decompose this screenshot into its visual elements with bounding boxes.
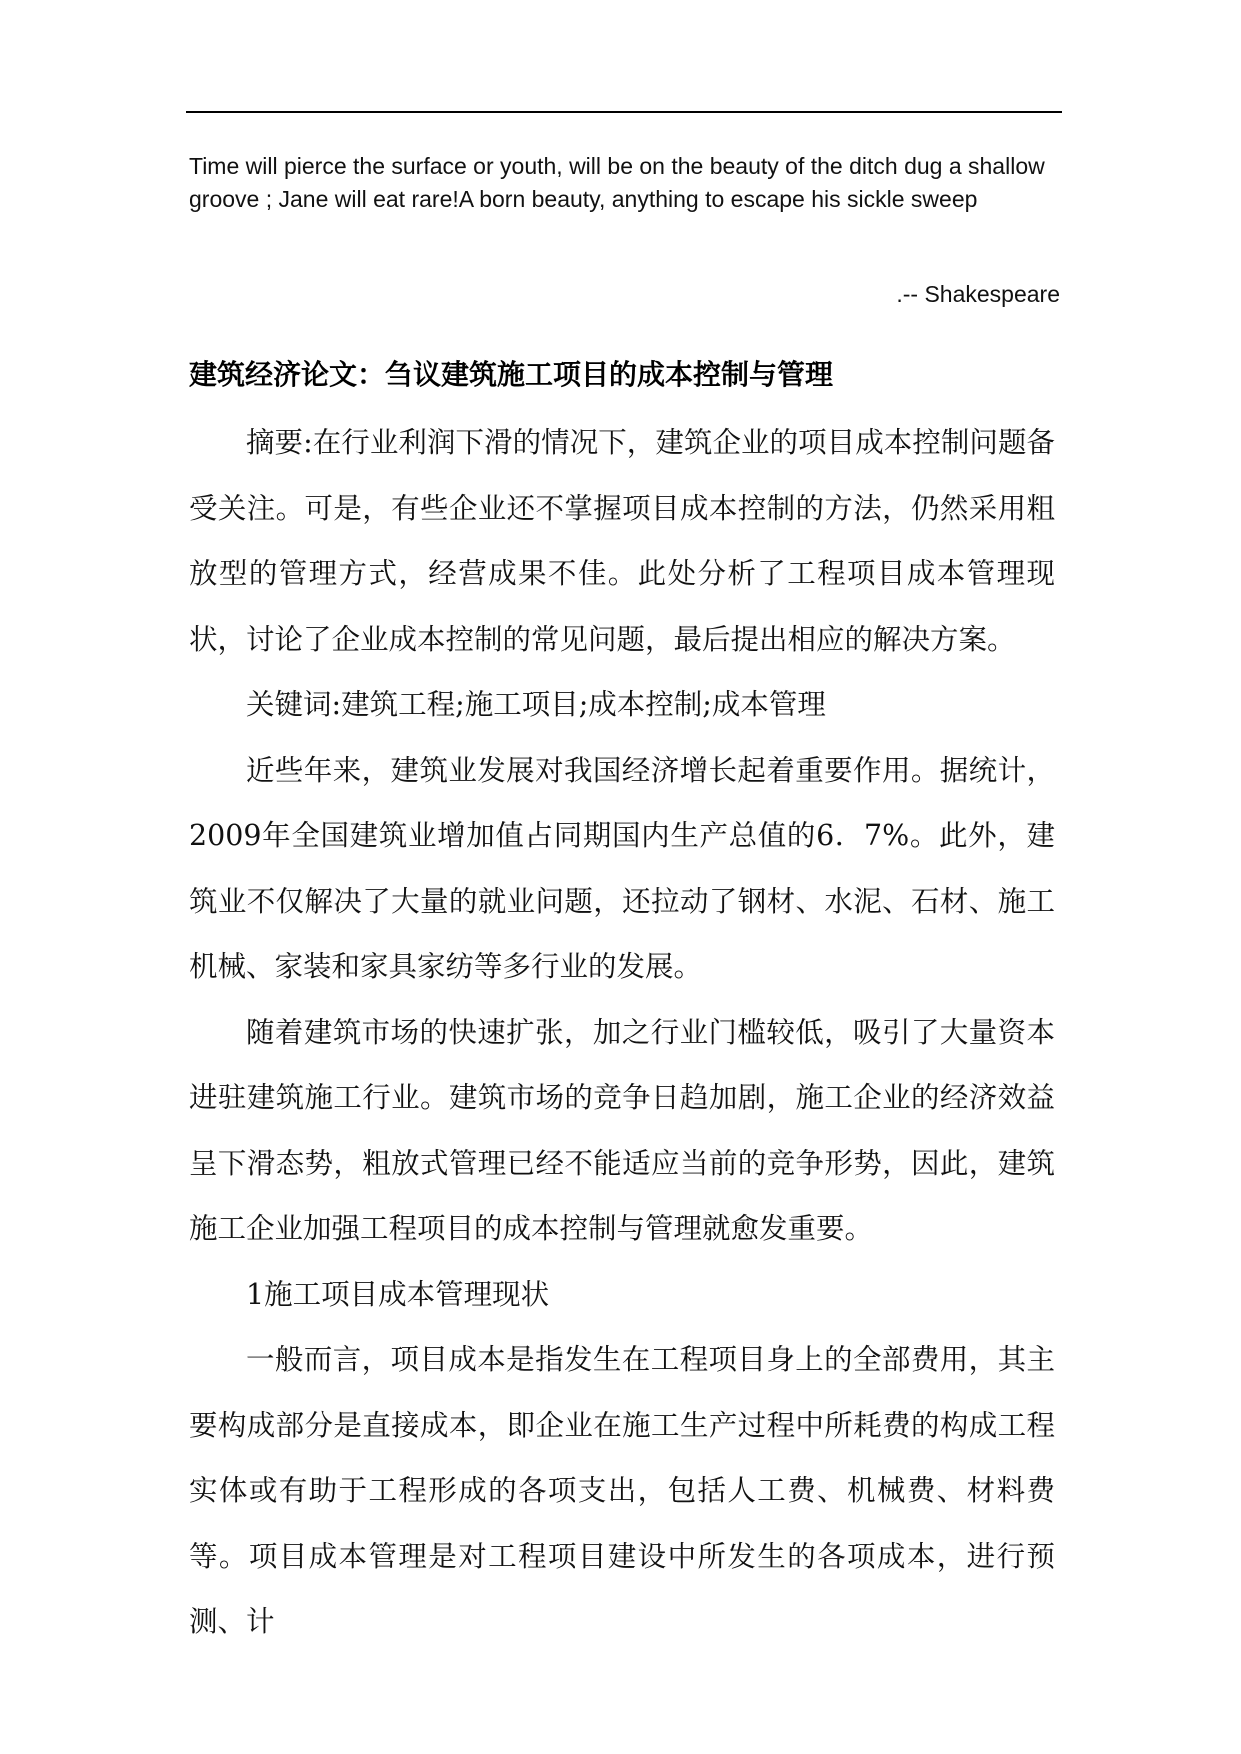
section-heading: 1施工项目成本管理现状 — [246, 1277, 550, 1311]
epigraph-attribution: .-- Shakespeare — [896, 281, 1060, 307]
body-paragraph: 近些年来，建筑业发展对我国经济增长起着重要作用。据统计，2009年全国建筑业增加值占同期国内生产总值的6．7%。此外，建筑业不仅解决了大量的就业问题，还拉动了钢材、水泥、石材、施工机械、家装和家具家纺等多行业的发展。 — [189, 753, 1055, 983]
epigraph-quote: Time will pierce the surface or youth, will be on the beauty of the ditch dug a shallow groove ; Jane will eat rare!A born beauty, anything to escape his sickle sweep — [189, 153, 1045, 212]
body-paragraph: 随着建筑市场的快速扩张，加之行业门槛较低，吸引了大量资本进驻建筑施工行业。建筑市场的竞争日趋加剧，施工企业的经济效益呈下滑态势，粗放式管理已经不能适应当前的竞争形势，因此，建筑施工企业加强工程项目的成本控制与管理就愈发重要。 — [189, 1015, 1055, 1245]
abstract-paragraph: 摘要:在行业利润下滑的情况下，建筑企业的项目成本控制问题备受关注。可是，有些企业还不掌握项目成本控制的方法，仍然采用粗放型的管理方式，经营成果不佳。此处分析了工程项目成本管理现状，讨论了企业成本控制的常见问题，最后提出相应的解决方案。 — [189, 426, 1055, 656]
body-paragraph: 一般而言，项目成本是指发生在工程项目身上的全部费用，其主要构成部分是直接成本，即企业在施工生产过程中所耗费的构成工程实体或有助于工程形成的各项支出，包括人工费、机械费、材料费等。项目成本管理是对工程项目建设中所发生的各项成本，进行预测、计 — [189, 1343, 1055, 1638]
article-body — [189, 410, 1055, 1655]
keywords-paragraph: 关键词:建筑工程;施工项目;成本控制;成本管理 — [246, 688, 826, 721]
header-rule — [186, 111, 1062, 113]
article-title: 建筑经济论文：刍议建筑施工项目的成本控制与管理 — [189, 358, 834, 391]
